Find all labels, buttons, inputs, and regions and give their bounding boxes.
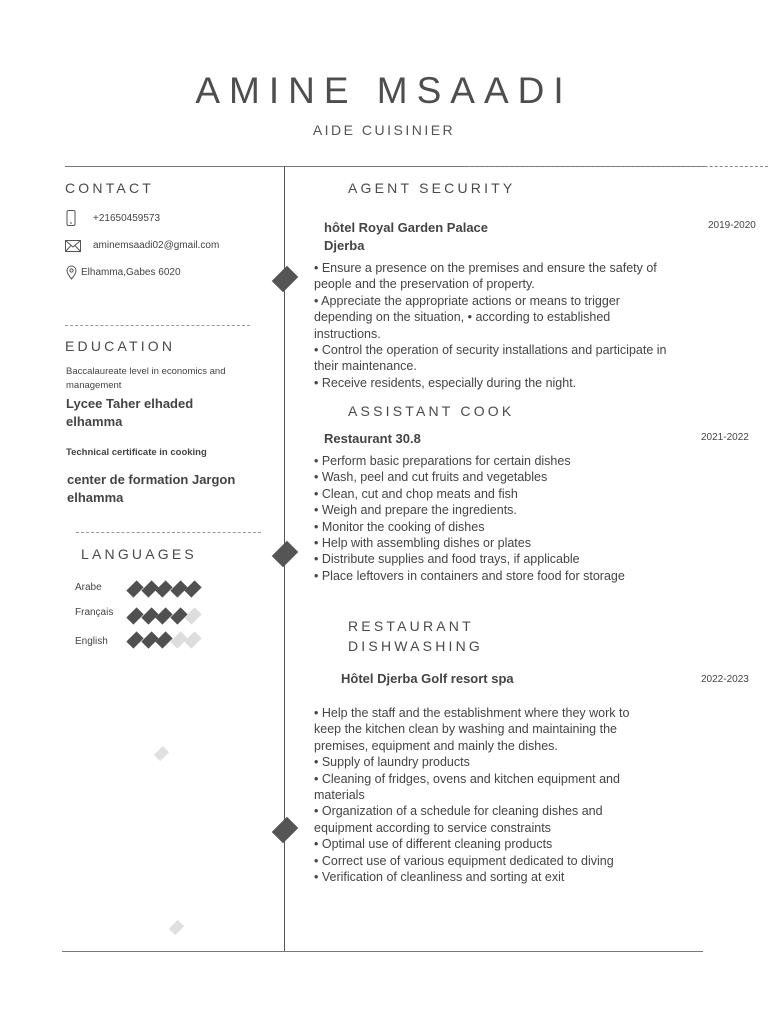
contact-address: Elhamma,Gabes 6020 [81, 267, 181, 278]
bullet-item: • Cleaning of fridges, ovens and kitchen equipment and materials [314, 771, 620, 803]
bullet-item: • Optimal use of different cleaning products [314, 837, 553, 852]
decorative-diamond [169, 920, 184, 935]
experience-employer: Hôtel Djerba Golf resort spa [341, 671, 514, 686]
experience-heading: ASSISTANT COOK [348, 403, 515, 419]
bottom-divider [62, 951, 703, 952]
experience-heading: AGENT SECURITY [348, 180, 516, 196]
bullet-item: • Appreciate the appropriate actions or means to trigger depending on the situation, • according to established instructions. [314, 293, 620, 341]
bullet-item: • Ensure a presence on the premises and ensure the safety of people and the preservation of property. [314, 261, 657, 292]
section-divider [65, 325, 250, 326]
bullet-item: • Place leftovers in containers and store food for storage [314, 568, 625, 583]
experience-employer: hôtel Royal Garden Palace Djerba [324, 220, 489, 253]
bullet-item: • Clean, cut and chop meats and fish [314, 486, 518, 501]
experience-bullets [314, 260, 674, 391]
bullet-item: • Help the staff and the establishment where they work to keep the kitchen clean by washing and maintaining the premises, equipment and mainly the dishes. [314, 706, 630, 753]
education-heading: EDUCATION [65, 338, 176, 354]
section-divider [76, 532, 261, 533]
bullet-item: • Perform basic preparations for certain dishes [314, 454, 571, 468]
location-icon [66, 265, 77, 280]
decorative-diamond [154, 746, 169, 761]
contact-email[interactable]: aminemsaadi02@gmail.com [93, 240, 220, 251]
language-name: English [75, 636, 108, 647]
timeline-marker [272, 817, 299, 844]
education-degree: Baccalaureate level in economics and management [66, 366, 226, 391]
mail-icon [65, 240, 81, 252]
bullet-item: • Correct use of various equipment dedicated to diving [314, 853, 614, 868]
bullet-item: • Monitor the cooking of dishes [314, 519, 485, 534]
experience-heading: RESTAURANT DISHWASHING [348, 618, 484, 654]
experience-bullets [314, 705, 659, 885]
language-name: Arabe [75, 582, 102, 593]
bullet-item: • Help with assembling dishes or plates [314, 536, 531, 551]
education-degree: Technical certificate in cooking [66, 447, 207, 458]
language-rating [128, 608, 208, 624]
education-school: center de formation Jargon elhamma [67, 472, 236, 505]
experience-bullets [314, 453, 674, 584]
resume-job-title: AIDE CUISINIER [312, 122, 456, 138]
bullet-item: • Verification of cleanliness and sorting at exit [314, 870, 565, 885]
bullet-item: • Distribute supplies and food trays, if applicable [314, 552, 580, 567]
experience-dates: 2019-2020 [708, 220, 756, 231]
languages-heading: LANGUAGES [81, 546, 197, 562]
bullet-item: • Control the operation of security installations and participate in their maintenance. [314, 343, 667, 374]
bullet-item: • Receive residents, especially during the night. [314, 375, 577, 390]
bullet-item: • Organization of a schedule for cleaning dishes and equipment according to service constraints [314, 804, 603, 835]
language-rating [128, 581, 208, 597]
rating-diamond-filled [184, 580, 201, 597]
experience-employer: Restaurant 30.8 [324, 431, 421, 446]
rating-diamond-empty [184, 607, 201, 624]
education-school: Lycee Taher elhaded elhamma [66, 396, 194, 429]
bullet-item: • Wash, peel and cut fruits and vegetables [314, 470, 548, 485]
rating-diamond-empty [184, 631, 201, 648]
phone-icon [66, 210, 76, 226]
language-rating [128, 632, 208, 648]
bullet-item: • Weigh and prepare the ingredients. [314, 503, 517, 518]
experience-dates: 2022-2023 [701, 674, 749, 685]
resume-name: AMINE MSAADI [195, 70, 573, 111]
contact-phone: +21650459573 [93, 213, 161, 224]
experience-dates: 2021-2022 [701, 432, 749, 443]
contact-heading: CONTACT [65, 180, 155, 196]
language-name: Français [75, 607, 114, 618]
timeline-marker [272, 541, 299, 568]
timeline-marker [272, 266, 299, 293]
top-dashed-divider [468, 166, 768, 167]
bullet-item: • Supply of laundry products [314, 755, 470, 770]
